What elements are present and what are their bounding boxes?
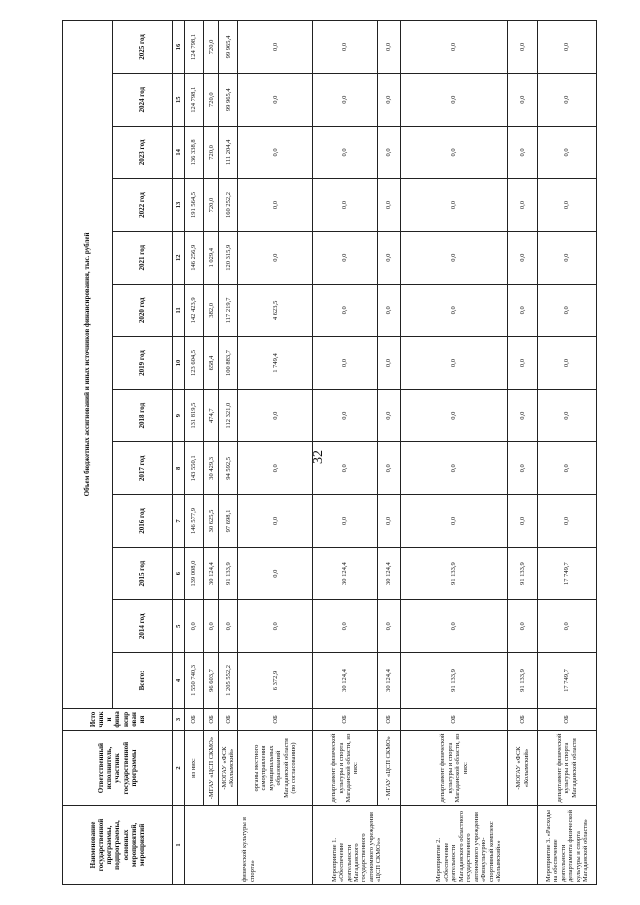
amount-cell: 658,4	[204, 337, 219, 390]
program-cell: Мероприятие 3. «Расходы на обеспечение деятельности департамента физической культуры и спорта Магаданской области»	[538, 806, 597, 885]
amount-cell: 91 133,9	[219, 547, 238, 600]
amount-cell: 0,0	[238, 389, 313, 442]
amount-cell: 1 205 552,2	[219, 653, 238, 709]
amount-cell: 30 429,3	[204, 442, 219, 495]
source-cell: ОБ	[185, 708, 204, 730]
amount-cell: 0,0	[538, 389, 597, 442]
amount-cell: 0,0	[238, 126, 313, 179]
source-cell: ОБ	[204, 708, 219, 730]
executor-cell: департамент физической культуры и спорта Магаданской области	[538, 731, 597, 806]
source-cell: ОБ	[377, 708, 401, 730]
amount-cell: 0,0	[538, 337, 597, 390]
amount-cell: 720,0	[204, 126, 219, 179]
amount-cell: 97 698,1	[219, 495, 238, 548]
amount-cell: 0,0	[185, 600, 204, 653]
amount-cell: 474,7	[204, 389, 219, 442]
column-number: 13	[173, 179, 185, 232]
table-row	[538, 21, 597, 885]
amount-cell: 1 550 740,3	[185, 653, 204, 709]
executor-cell: органы местного самоуправления муниципальных образований Магаданской области (по согласованию)	[238, 731, 313, 806]
header-funding: Объем бюджетных ассигнований и иных источников финансирования, тыс. рублей	[63, 21, 113, 709]
amount-cell: 124 798,1	[185, 73, 204, 126]
header-year: 2014 год	[113, 600, 173, 653]
amount-cell: 0,0	[401, 284, 508, 337]
amount-cell: 0,0	[377, 21, 401, 74]
amount-cell: 17 749,7	[538, 547, 597, 600]
source-cell: ОБ	[508, 708, 538, 730]
amount-cell: 1 029,4	[204, 231, 219, 284]
amount-cell: 0,0	[508, 442, 538, 495]
amount-cell: 0,0	[313, 126, 377, 179]
amount-cell: 136 338,8	[185, 126, 204, 179]
amount-cell: 0,0	[401, 337, 508, 390]
amount-cell: 0,0	[538, 126, 597, 179]
amount-cell: 99 965,4	[219, 21, 238, 74]
header-year: 2023 год	[113, 126, 173, 179]
amount-cell: 17 749,7	[538, 653, 597, 709]
table-row	[238, 21, 313, 885]
amount-cell: 0,0	[238, 442, 313, 495]
header-year: 2015 год	[113, 547, 173, 600]
table-row	[508, 21, 538, 885]
amount-cell: 0,0	[313, 442, 377, 495]
column-number: 15	[173, 73, 185, 126]
amount-cell: 99 965,4	[219, 73, 238, 126]
amount-cell: 0,0	[401, 231, 508, 284]
amount-cell: 0,0	[538, 600, 597, 653]
amount-cell: 0,0	[538, 179, 597, 232]
amount-cell: 0,0	[538, 284, 597, 337]
amount-cell: 143 550,1	[185, 442, 204, 495]
amount-cell: 0,0	[377, 126, 401, 179]
amount-cell: 0,0	[238, 600, 313, 653]
rotated-page	[62, 20, 597, 885]
executor-cell: -МГАУ «ЦСП СКМО»	[204, 731, 219, 806]
table-container	[62, 20, 597, 885]
amount-cell: 30 124,4	[377, 653, 401, 709]
table-row	[377, 21, 401, 885]
amount-cell: 0,0	[538, 495, 597, 548]
amount-cell: 0,0	[401, 73, 508, 126]
column-number: 6	[173, 547, 185, 600]
header-program: Наименование государственной программы, подпрограммы, основных мероприятий, мероприятий	[63, 806, 173, 885]
amount-cell: 0,0	[401, 600, 508, 653]
amount-cell: 0,0	[313, 73, 377, 126]
amount-cell: 0,0	[401, 389, 508, 442]
header-year: 2022 год	[113, 179, 173, 232]
amount-cell: 0,0	[401, 179, 508, 232]
amount-cell: 0,0	[238, 179, 313, 232]
header-executor: Ответственный исполнитель, участник государственной программы	[63, 731, 173, 806]
amount-cell: 0,0	[538, 231, 597, 284]
source-cell: ОБ	[401, 708, 508, 730]
table-row	[185, 21, 204, 885]
amount-cell: 0,0	[508, 495, 538, 548]
amount-cell: 0,0	[313, 284, 377, 337]
amount-cell: 720,0	[204, 179, 219, 232]
header-total: Всего:	[113, 653, 173, 709]
header-year: 2025 год	[113, 21, 173, 74]
amount-cell: 0,0	[313, 600, 377, 653]
amount-cell: 160 252,2	[219, 179, 238, 232]
amount-cell: 146 256,9	[185, 231, 204, 284]
amount-cell: 0,0	[401, 442, 508, 495]
amount-cell: 0,0	[377, 284, 401, 337]
amount-cell: 0,0	[508, 600, 538, 653]
amount-cell: 94 592,5	[219, 442, 238, 495]
column-number: 16	[173, 21, 185, 74]
source-cell: ОБ	[219, 708, 238, 730]
column-number: 7	[173, 495, 185, 548]
amount-cell: 0,0	[508, 231, 538, 284]
amount-cell: 0,0	[538, 21, 597, 74]
amount-cell: 0,0	[313, 231, 377, 284]
header-year: 2019 год	[113, 337, 173, 390]
amount-cell: 0,0	[508, 73, 538, 126]
amount-cell: 120 315,9	[219, 231, 238, 284]
amount-cell: 0,0	[377, 442, 401, 495]
amount-cell: 142 423,9	[185, 284, 204, 337]
source-cell: ОБ	[313, 708, 377, 730]
amount-cell: 0,0	[377, 600, 401, 653]
column-number: 9	[173, 389, 185, 442]
amount-cell: 0,0	[219, 600, 238, 653]
header-source: Источники финансирования	[63, 708, 173, 730]
amount-cell: 146 577,9	[185, 495, 204, 548]
executor-cell: -МОГАУ «ФСК «Колымский»	[508, 731, 538, 806]
column-number: 4	[173, 653, 185, 709]
executor-cell: департамент физической культуры и спорта Магаданской области, из них:	[313, 731, 377, 806]
header-year: 2018 год	[113, 389, 173, 442]
program-cell: Мероприятие 2. «Обеспечение деятельности Магаданского областного государственного автономного учреждения «Физкультурно-спортивный комплекс «Колымский»»	[401, 806, 538, 885]
amount-cell: 0,0	[508, 337, 538, 390]
amount-cell: 30 124,4	[313, 547, 377, 600]
executor-cell: из них:	[185, 731, 204, 806]
amount-cell: 0,0	[313, 337, 377, 390]
table-row	[219, 21, 238, 885]
amount-cell: 4 623,5	[238, 284, 313, 337]
amount-cell: 30 124,4	[313, 653, 377, 709]
amount-cell: 131 819,5	[185, 389, 204, 442]
amount-cell: 0,0	[508, 21, 538, 74]
amount-cell: 139 008,0	[185, 547, 204, 600]
column-number: 14	[173, 126, 185, 179]
amount-cell: 720,0	[204, 21, 219, 74]
amount-cell: 382,0	[204, 284, 219, 337]
header-year: 2021 год	[113, 231, 173, 284]
amount-cell: 0,0	[377, 231, 401, 284]
column-number: 5	[173, 600, 185, 653]
source-cell: ОБ	[238, 708, 313, 730]
column-number: 8	[173, 442, 185, 495]
column-number: 11	[173, 284, 185, 337]
amount-cell: 91 133,9	[401, 547, 508, 600]
amount-cell: 30 124,4	[377, 547, 401, 600]
column-number: 12	[173, 231, 185, 284]
amount-cell: 0,0	[401, 495, 508, 548]
amount-cell: 0,0	[538, 73, 597, 126]
amount-cell: 0,0	[401, 126, 508, 179]
amount-cell: 100 883,7	[219, 337, 238, 390]
amount-cell: 0,0	[238, 21, 313, 74]
amount-cell: 123 604,5	[185, 337, 204, 390]
amount-cell: 0,0	[508, 179, 538, 232]
program-cell: Мероприятие 1. «Обеспечение деятельности Магаданского государственного автономного учреждения «ЦСП СКМО»»	[313, 806, 401, 885]
amount-cell: 0,0	[313, 179, 377, 232]
amount-cell: 91 133,9	[508, 547, 538, 600]
amount-cell: 0,0	[377, 179, 401, 232]
amount-cell: 0,0	[377, 337, 401, 390]
executor-cell: -МОГАУ «ФСК «Колымский»	[219, 731, 238, 806]
amount-cell: 91 133,9	[401, 653, 508, 709]
amount-cell: 111 204,4	[219, 126, 238, 179]
table-row	[204, 21, 219, 885]
amount-cell: 30 625,5	[204, 495, 219, 548]
header-year: 2024 год	[113, 73, 173, 126]
amount-cell: 0,0	[508, 284, 538, 337]
executor-cell: департамент физической культуры и спорта Магаданской области, из них:	[401, 731, 508, 806]
amount-cell: 0,0	[238, 73, 313, 126]
page-number: 32	[311, 450, 326, 464]
executor-cell: - МГАУ «ЦСП СКМО»	[377, 731, 401, 806]
amount-cell: 0,0	[238, 547, 313, 600]
column-number: 1	[173, 806, 185, 885]
amount-cell: 0,0	[377, 389, 401, 442]
table-row	[401, 21, 508, 885]
amount-cell: 191 564,5	[185, 179, 204, 232]
amount-cell: 0,0	[538, 442, 597, 495]
amount-cell: 0,0	[238, 495, 313, 548]
column-number-row	[173, 21, 185, 885]
amount-cell: 124 798,1	[185, 21, 204, 74]
amount-cell: 117 219,7	[219, 284, 238, 337]
header-year: 2017 год	[113, 442, 173, 495]
amount-cell: 0,0	[377, 495, 401, 548]
amount-cell: 0,0	[508, 126, 538, 179]
program-cell: физической культуры и спорта»	[185, 806, 313, 885]
amount-cell: 0,0	[508, 389, 538, 442]
amount-cell: 0,0	[401, 21, 508, 74]
amount-cell: 96 603,7	[204, 653, 219, 709]
funding-table	[62, 20, 597, 885]
amount-cell: 0,0	[313, 495, 377, 548]
amount-cell: 0,0	[238, 231, 313, 284]
amount-cell: 0,0	[313, 21, 377, 74]
amount-cell: 0,0	[377, 73, 401, 126]
amount-cell: 30 124,4	[204, 547, 219, 600]
amount-cell: 91 133,9	[508, 653, 538, 709]
header-year: 2016 год	[113, 495, 173, 548]
table-row	[313, 21, 377, 885]
column-number: 3	[173, 708, 185, 730]
column-number: 10	[173, 337, 185, 390]
amount-cell: 0,0	[313, 389, 377, 442]
amount-cell: 720,0	[204, 73, 219, 126]
column-number: 2	[173, 731, 185, 806]
amount-cell: 0,0	[204, 600, 219, 653]
header-year: 2020 год	[113, 284, 173, 337]
amount-cell: 1 749,4	[238, 337, 313, 390]
amount-cell: 6 372,9	[238, 653, 313, 709]
source-cell: ОБ	[538, 708, 597, 730]
amount-cell: 112 321,0	[219, 389, 238, 442]
